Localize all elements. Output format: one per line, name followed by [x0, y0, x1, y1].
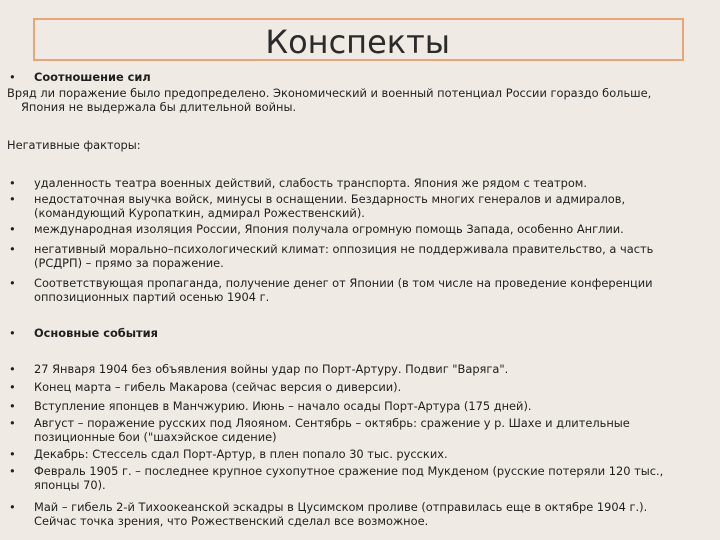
- bullet: •: [9, 276, 16, 290]
- item-line: позиционные бои ("шахэйское сидение): [34, 430, 277, 444]
- item-line: Август – поражение русских под Ляояном. Сентябрь – октябрь: сражение у р. Шахе и длительные: [34, 416, 630, 430]
- item-line: Сейчас точка зрения, что Рожественский сделал все возможное.: [34, 514, 429, 528]
- paragraph-line: Япония не выдержала бы длительной войны.: [21, 100, 297, 114]
- bullet: •: [9, 362, 16, 376]
- bullet: •: [9, 70, 16, 84]
- item-line: Май – гибель 2-й Тихоокеанской эскадры в Цусимском проливе (отправилась еще в октябре 1904 г.).: [34, 500, 648, 514]
- bullet: •: [9, 464, 16, 478]
- title-box: [33, 18, 684, 61]
- paragraph-line: Вряд ли поражение было предопределено. Экономический и военный потенциал России гораздо больше,: [7, 86, 652, 100]
- item-line: Соответствующая пропаганда, получение денег от Японии (в том числе на проведение конференции: [34, 276, 653, 290]
- item-line: Конец марта – гибель Макарова (сейчас версия о диверсии).: [34, 380, 402, 394]
- item-line: удаленность театра военных действий, слабость транспорта. Япония же рядом с театром.: [34, 176, 588, 190]
- forces-paragraph: [7, 86, 707, 114]
- section-heading-events: Основные события: [34, 326, 158, 340]
- bullet: •: [9, 326, 16, 340]
- item-line: международная изоляция России, Япония получала огромную помощь Запада, особенно Англии.: [34, 222, 624, 236]
- section-heading-forces: Соотношение сил: [34, 70, 151, 84]
- item-line: недостаточная выучка войск, минусы в оснащении. Бездарность многих генералов и адмиралов,: [34, 192, 626, 206]
- item-line: японцы 70).: [34, 478, 106, 492]
- page-title: Конспекты: [265, 23, 450, 61]
- bullet: •: [9, 380, 16, 394]
- item-line: (РСДРП) – прямо за поражение.: [34, 256, 224, 270]
- item-line: Вступление японцев в Манчжурию. Июнь – начало осады Порт-Артура (175 дней).: [34, 399, 532, 413]
- bullet: •: [9, 176, 16, 190]
- bullet: •: [9, 447, 16, 461]
- bullet: •: [9, 192, 16, 206]
- item-line: оппозиционных партий осенью 1904 г.: [34, 290, 270, 304]
- bullet: •: [9, 242, 16, 256]
- bullet: •: [9, 399, 16, 413]
- bullet: •: [9, 416, 16, 430]
- item-line: 27 Января 1904 без объявления войны удар по Порт-Артуру. Подвиг "Варяга".: [34, 362, 509, 376]
- item-line: Февраль 1905 г. – последнее крупное сухопутное сражение под Мукденом (русские потеряли 120 тыс.,: [34, 464, 664, 478]
- bullet: •: [9, 222, 16, 236]
- item-line: негативный морально–психологический климат: оппозиция не поддерживала правительство, а часть: [34, 242, 654, 256]
- negative-factors-label: Негативные факторы:: [7, 138, 141, 152]
- item-line: (командующий Куропаткин, адмирал Рожественский).: [34, 206, 365, 220]
- bullet: •: [9, 500, 16, 514]
- item-line: Декабрь: Стессель сдал Порт-Артур, в плен попало 30 тыс. русских.: [34, 447, 448, 461]
